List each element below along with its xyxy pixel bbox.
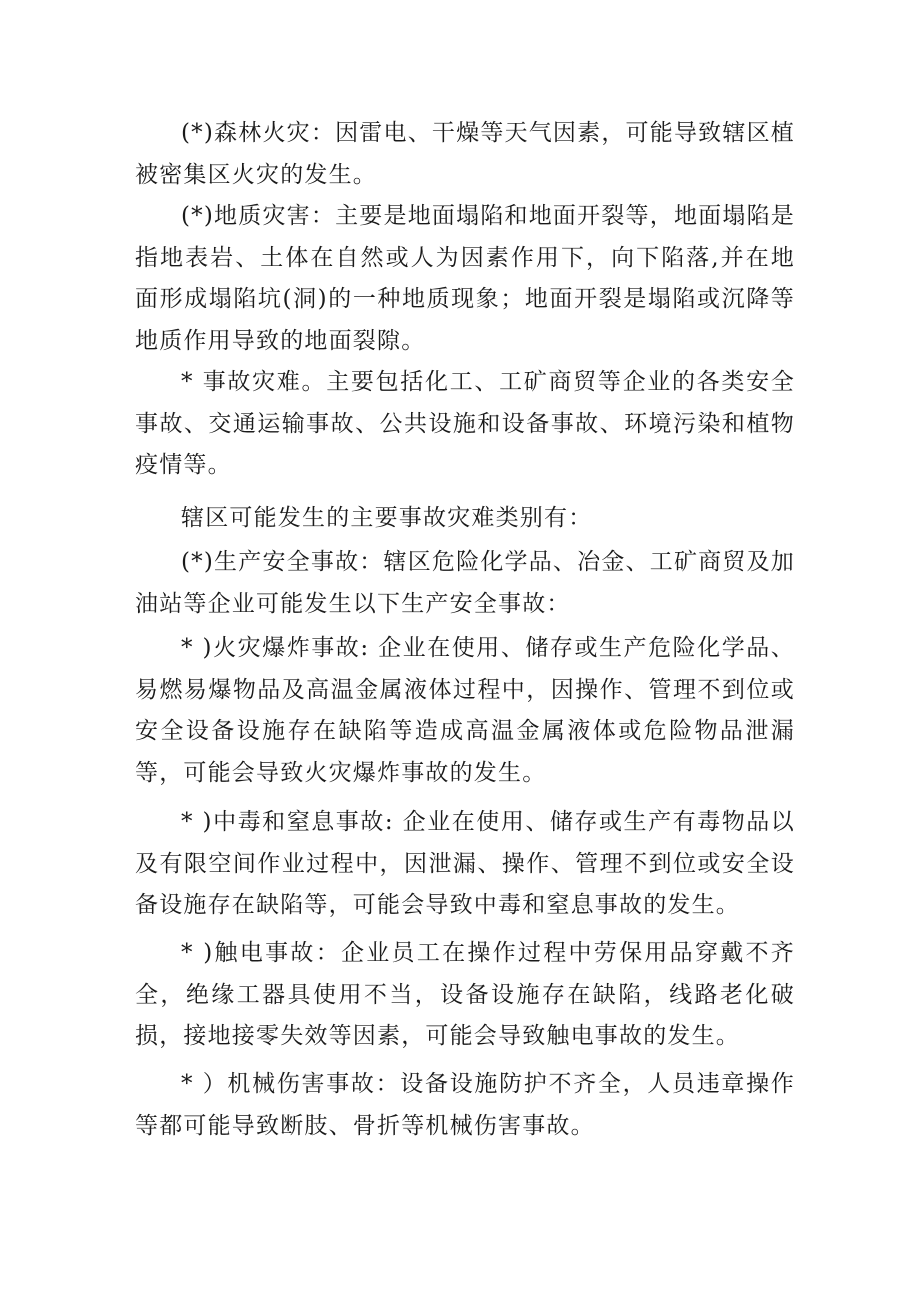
paragraph-geological-disaster: (*)地质灾害：主要是地面塌陷和地面开裂等，地面塌陷是指地表岩、土体在自然或人为因素作用下，向下陷落,并在地面形成塌陷坑(洞)的一种地质现象；地面开裂是塌陷或沉降等地质作用导致的地面裂隙。 (135, 203, 795, 354)
paragraph-poisoning-suffocation: * )中毒和窒息事故: 企业在使用、储存或生产有毒物品以及有限空间作业过程中，因泄漏、操作、管理不到位或安全设备设施存在缺陷等，可能会导致中毒和窒息事故的发生。 (135, 809, 795, 918)
paragraph-electric-shock: * )触电事故：企业员工在操作过程中劳保用品穿戴不齐全，绝缘工器具使用不当，设备设施存在缺陷，线路老化破损，接地接零失效等因素，可能会导致触电事故的发生。 (135, 940, 795, 1049)
paragraph-production-safety: (*)生产安全事故：辖区危险化学品、冶金、工矿商贸及加油站等企业可能发生以下生产安全事故： (135, 549, 795, 617)
paragraph-fire-explosion: * )火灾爆炸事故: 企业在使用、储存或生产危险化学品、易燃易爆物品及高温金属液体过程中，因操作、管理不到位或安全设备设施存在缺陷等造成高温金属液体或危险物品泄漏等，可能会导致火灾爆炸事故的发生。 (135, 635, 795, 786)
paragraph-forest-fire: (*)森林火灾：因雷电、干燥等天气因素，可能导致辖区植被密集区火灾的发生。 (135, 120, 795, 188)
paragraph-main-categories: 辖区可能发生的主要事故灾难类别有： (181, 505, 593, 531)
paragraph-mechanical-injury: * ）机械伤害事故：设备设施防护不齐全，人员违章操作等都可能导致断肢、骨折等机械伤害事故。 (135, 1071, 795, 1139)
paragraph-accident-disaster: * 事故灾难。主要包括化工、工矿商贸等企业的各类安全事故、交通运输事故、公共设施和设备事故、环境污染和植物疫情等。 (135, 369, 795, 478)
